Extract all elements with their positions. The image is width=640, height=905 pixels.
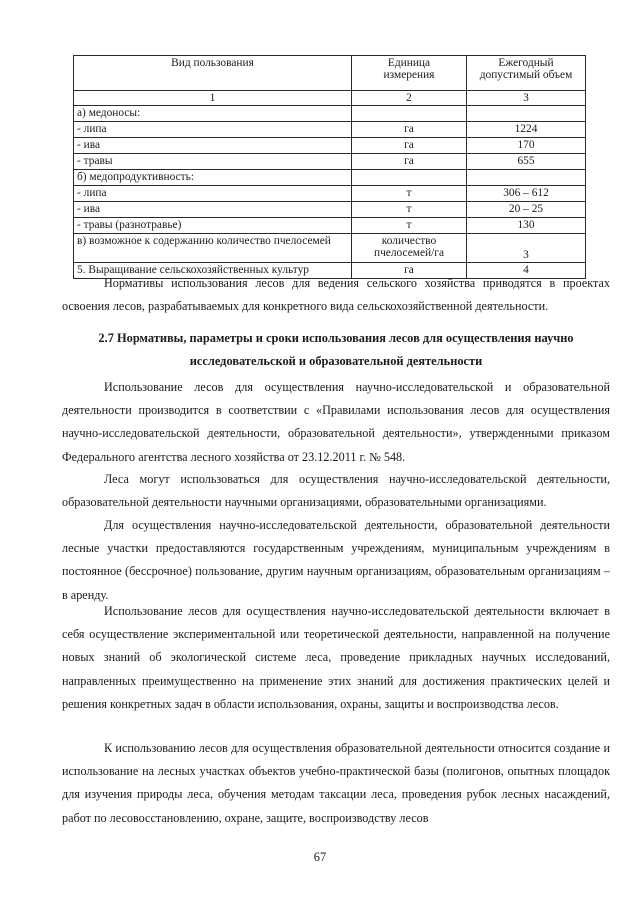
table-cell: - липа	[74, 186, 352, 202]
paragraph: Использование лесов для осуществления научно-исследовательской и образовательной деятельности производится в соответствии с «Правилами использования лесов для осуществления научно-исследовательской деятельности, образовательной деятельности», утвержденными приказом Федерального агентства лесного хозяйства от 23.12.2011 г. № 548.	[62, 380, 610, 464]
table-cell: - травы (разнотравье)	[74, 218, 352, 234]
table-cell: 5. Выращивание сельскохозяйственных культур	[74, 263, 352, 279]
table-row	[74, 170, 586, 186]
table-row	[74, 234, 586, 263]
table-numbering-row	[74, 91, 586, 106]
table-cell: 1	[74, 91, 352, 106]
paragraph: Леса могут использоваться для осуществления научно-исследовательской деятельности, образовательной деятельности научными организациями, образовательными организациями.	[62, 472, 610, 510]
table-cell: га	[352, 154, 467, 170]
table-row	[74, 138, 586, 154]
table-cell	[352, 106, 467, 122]
table-cell: т	[352, 218, 467, 234]
table-row	[74, 122, 586, 138]
table-row	[74, 106, 586, 122]
table-cell	[467, 106, 586, 122]
header-cell: Единица измерения	[352, 56, 467, 91]
forest-use-norms-table	[73, 55, 586, 279]
table-cell: 20 – 25	[467, 202, 586, 218]
table-cell: 2	[352, 91, 467, 106]
table-cell: б) медопродуктивность:	[74, 170, 352, 186]
paragraph: Использование лесов для осуществления научно-исследовательской деятельности включает в себя осуществление экспериментальной или теоретической деятельности, направленной на получение новых знаний об экологической системе леса, проведение прикладных научных исследований, направленных преимущественно на применение этих знаний для достижения практических целей и решения конкретных задач в области использования, охраны, защиты и воспроизводства лесов.	[62, 604, 610, 711]
table-cell: 655	[467, 154, 586, 170]
header-cell: Ежегодный допустимый объем	[467, 56, 586, 91]
table-cell: - ива	[74, 138, 352, 154]
table-cell: - травы	[74, 154, 352, 170]
table-cell	[352, 170, 467, 186]
section-heading: 2.7 Нормативы, параметры и сроки использования лесов для осуществления научно исследовательской и образовательной деятельности	[98, 331, 574, 368]
table-cell: 306 – 612	[467, 186, 586, 202]
table-row	[74, 186, 586, 202]
table-cell: га	[352, 138, 467, 154]
table-cell: 170	[467, 138, 586, 154]
table-cell: в) возможное к содержанию количество пчелосемей	[74, 234, 352, 263]
page-number: 67	[313, 850, 327, 864]
paragraph: К использованию лесов для осуществления образовательной деятельности относится создание и использование на лесных участках объектов учебно-практической базы (полигонов, опытных площадок для изучения природы леса, обучения методам таксации леса, проведения рубок лесных насаждений, работ по лесовосстановлению, охране, защите, воспроизводству лесов	[62, 741, 610, 825]
header-cell: Вид пользования	[74, 56, 352, 91]
table-cell: 4	[467, 263, 586, 279]
table-cell: т	[352, 202, 467, 218]
table-cell: - ива	[74, 202, 352, 218]
table-cell: 130	[467, 218, 586, 234]
paragraph: Для осуществления научно-исследовательской деятельности, образовательной деятельности лесные участки предоставляются государственным учреждениям, муниципальным учреждениям в постоянное (бессрочное) пользование, другим научным организациям, образовательным организациям – в аренду.	[62, 518, 610, 602]
table-header-row	[74, 56, 586, 91]
table-row	[74, 202, 586, 218]
table-cell: га	[352, 122, 467, 138]
table-cell: га	[352, 263, 467, 279]
table-row	[74, 154, 586, 170]
table-row	[74, 218, 586, 234]
table-cell: 3	[467, 234, 586, 263]
table-cell	[467, 170, 586, 186]
paragraph: Нормативы использования лесов для ведения сельского хозяйства приводятся в проектах освоения лесов, разрабатываемых для конкретного вида сельскохозяйственной деятельности.	[62, 276, 610, 314]
table-cell: а) медоносы:	[74, 106, 352, 122]
table-cell: 3	[467, 91, 586, 106]
table-cell: количество пчелосемей/га	[352, 234, 467, 263]
table-cell: 1224	[467, 122, 586, 138]
table-cell: т	[352, 186, 467, 202]
table-cell: - липа	[74, 122, 352, 138]
